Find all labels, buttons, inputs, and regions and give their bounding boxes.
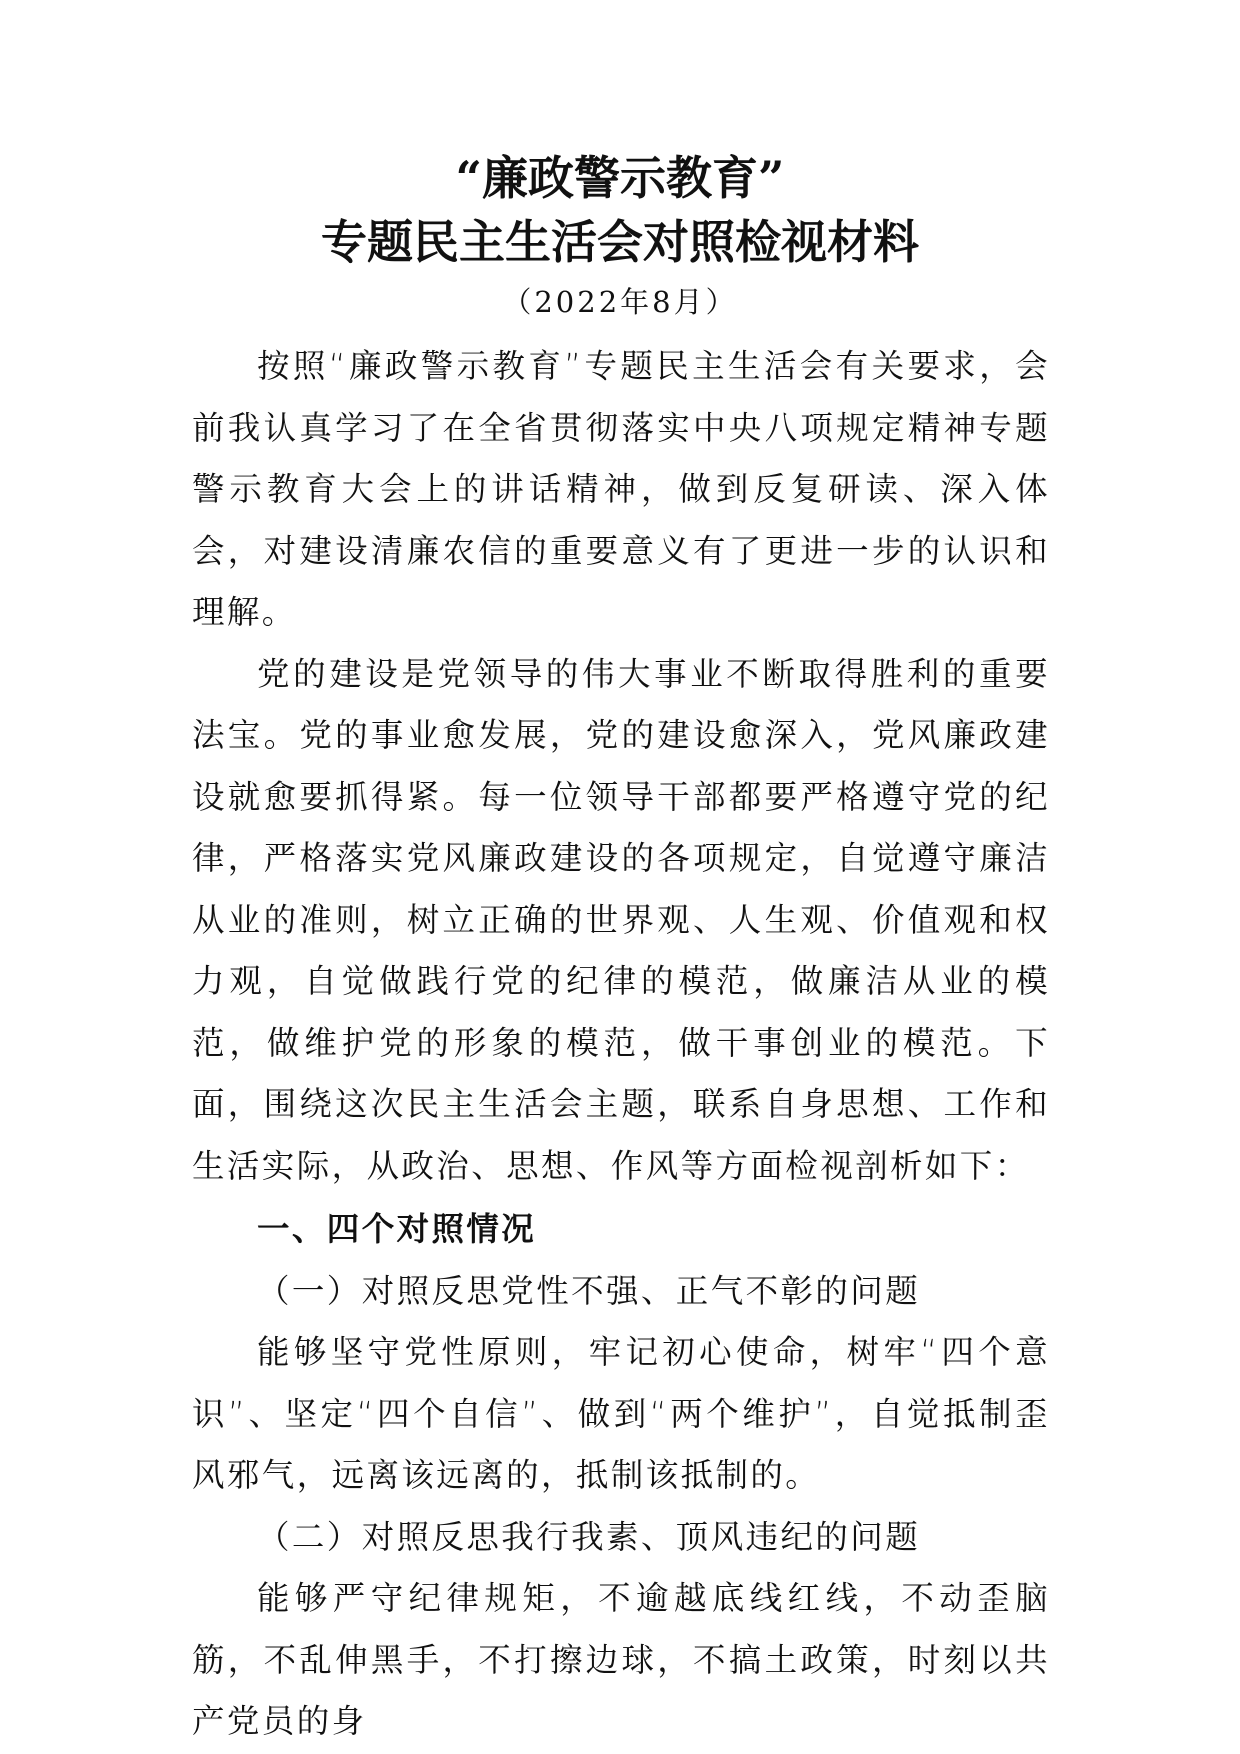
- document-date: （2022年8月）: [502, 285, 738, 319]
- subsection-paragraph-1: 能够坚守党性原则，牢记初心使命，树牢“四个意识”、坚定“四个自信”、做到“两个维护”，自觉抵制歪风邪气，远离该远离的，抵制该抵制的。: [192, 1333, 1050, 1494]
- subsection-heading-2: （二）对照反思我行我素、顶风违纪的问题: [257, 1517, 921, 1556]
- context-paragraph: 党的建设是党领导的伟大事业不断取得胜利的重要法宝。党的事业愈发展，党的建设愈深入，党风廉政建设就愈要抓得紧。每一位领导干部都要严格遵守党的纪律，严格落实党风廉政建设的各项规定，自觉遵守廉洁从业的准则，树立正确的世界观、人生观、价值观和权力观，自觉做践行党的纪律的模范，做廉洁从业的模范，做维护党的形象的模范，做干事创业的模范。下面，围绕这次民主生活会主题，联系自身思想、工作和生活实际，从政治、思想、作风等方面检视剖析如下：: [192, 654, 1050, 1185]
- intro-paragraph: 按照“廉政警示教育”专题民主生活会有关要求，会前我认真学习了在全省贯彻落实中央八项规定精神专题警示教育大会上的讲话精神，做到反复研读、深入体会，对建设清廉农信的重要意义有了更进一步的认识和理解。: [192, 347, 1050, 631]
- document-body: [192, 336, 1050, 1753]
- subsection-paragraph-2: 能够严守纪律规矩，不逾越底线红线，不动歪脑筋，不乱伸黑手，不打擦边球，不搞土政策，时刻以共产党员的身: [192, 1579, 1050, 1740]
- section-heading-1: 一、四个对照情况: [257, 1210, 537, 1248]
- document-title-line1: “廉政警示教育”: [455, 151, 785, 205]
- subsection-heading-1: （一）对照反思党性不强、正气不彰的问题: [257, 1271, 921, 1310]
- document-title-line2: 专题民主生活会对照检视材料: [321, 215, 919, 269]
